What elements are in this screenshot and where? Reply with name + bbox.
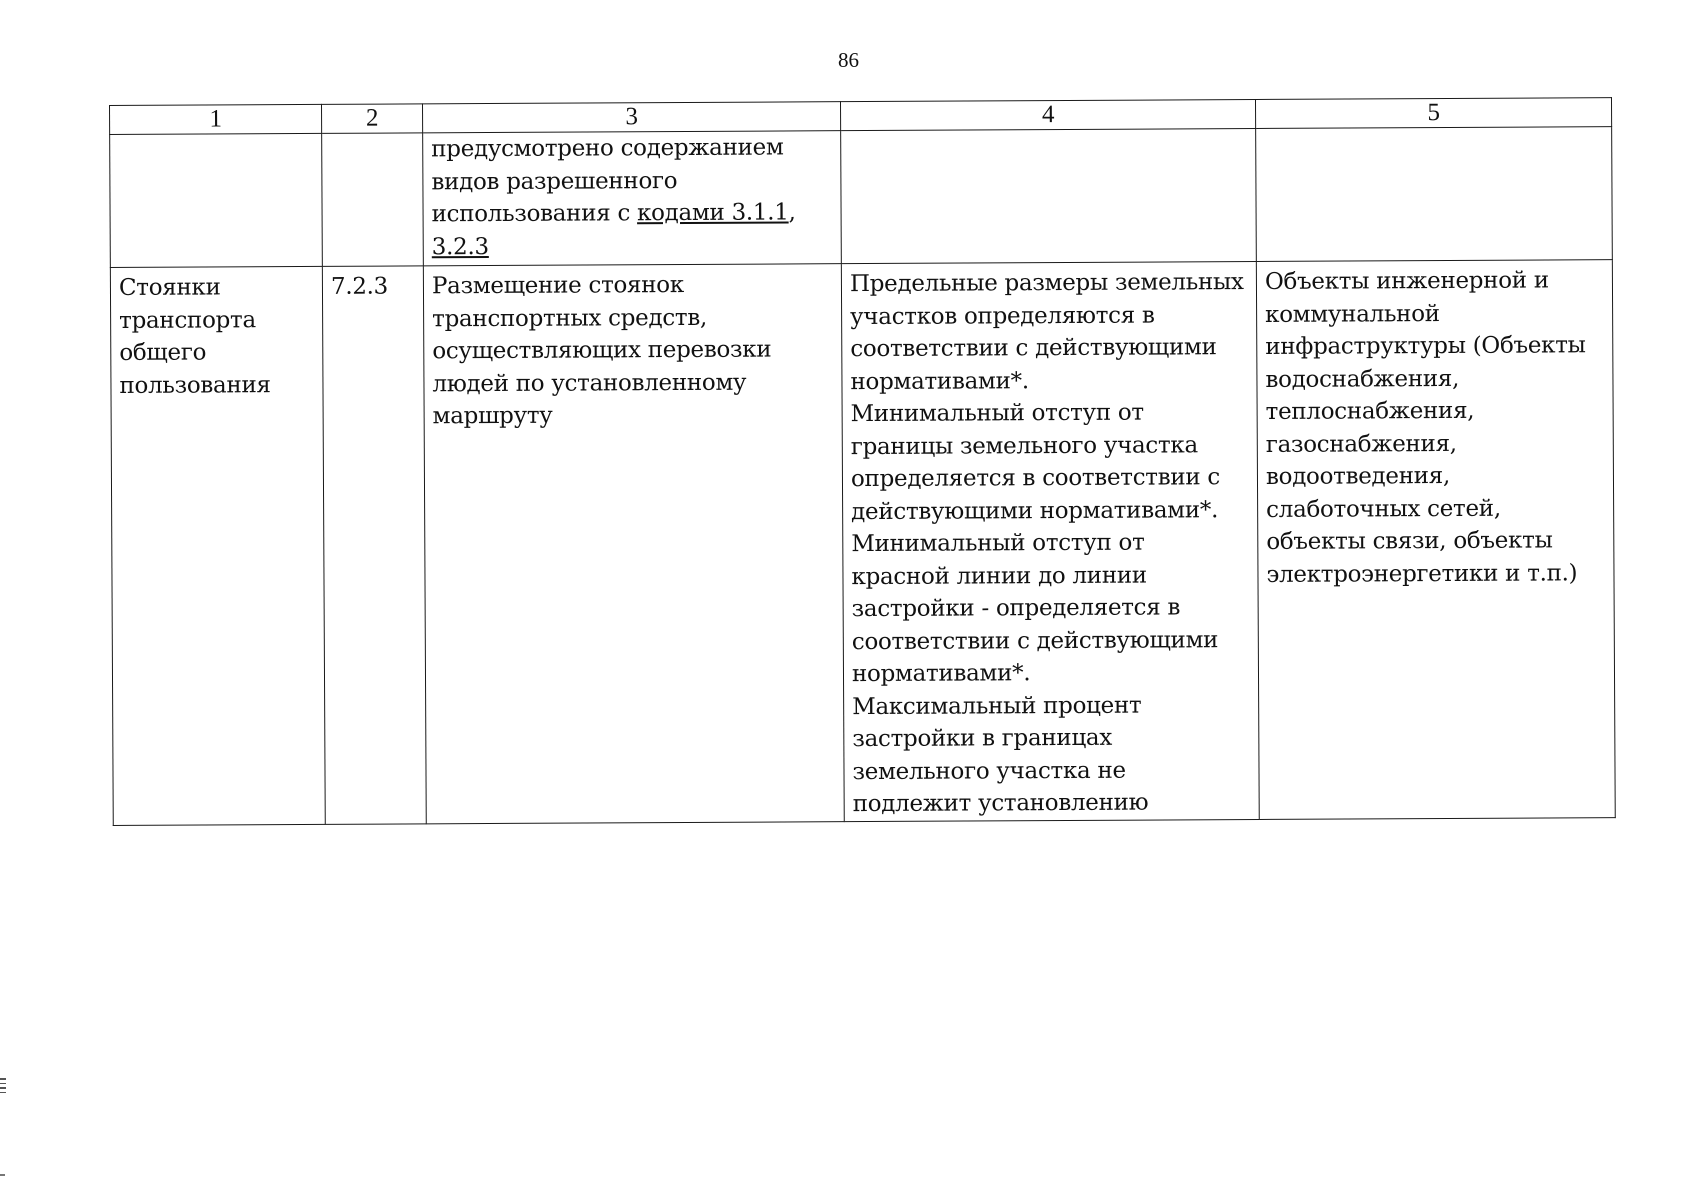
- cell-text: предусмотрено содержанием видов разрешенного использования с: [431, 134, 784, 228]
- cell-col5: [1256, 127, 1613, 262]
- cell-use-description: Размещение стоянок транспортных средств, осуществляющих перевозки людей по установленному маршруту: [423, 264, 844, 824]
- code-link[interactable]: кодами 3.1.1: [636, 199, 789, 227]
- cell-col4: [841, 128, 1257, 263]
- code-link[interactable]: 3.2.3: [431, 233, 489, 260]
- scan-edge-dash: [0, 1174, 5, 1176]
- header-cell-4: 4: [840, 99, 1255, 130]
- table-row: [110, 260, 1615, 825]
- cell-auxiliary-uses: Объекты инженерной и коммунальной инфраструктуры (Объекты водоснабжения, теплоснабжения, газоснабжения, водоотведения, слаботочных сетей, объекты связи, объекты электроэнергетики и т.п.): [1256, 260, 1615, 819]
- parameter-line: Минимальный отступ от границы земельного участка определяется в соответствии с действующими нормативами*.: [850, 399, 1221, 525]
- scan-edge-marks: [0, 1078, 6, 1096]
- header-cell-3: 3: [422, 102, 840, 133]
- cell-col2: [322, 133, 424, 267]
- cell-col3: [423, 131, 842, 266]
- parameter-line: Максимальный процент застройки в границах земельного участка не подлежит установлению: [852, 692, 1149, 818]
- zoning-table: [109, 97, 1616, 825]
- cell-parameters: [841, 261, 1259, 821]
- cell-use-code: 7.2.3: [322, 266, 426, 824]
- parameter-line: Минимальный отступ от красной линии до линии застройки - определяется в соответствии с действующими нормативами*.: [851, 529, 1219, 688]
- cell-use-name: Стоянки транспорта общего пользования: [110, 266, 325, 825]
- cell-col1: [110, 133, 323, 267]
- parameter-line: Предельные размеры земельных участков определяются в соответствии с действующими нормативами*.: [849, 269, 1244, 395]
- table-row: [110, 127, 1613, 268]
- header-cell-1: 1: [110, 104, 322, 134]
- header-cell-2: 2: [321, 104, 422, 134]
- separator: ,: [788, 199, 796, 226]
- header-cell-5: 5: [1255, 98, 1611, 129]
- page-number: 86: [838, 48, 859, 72]
